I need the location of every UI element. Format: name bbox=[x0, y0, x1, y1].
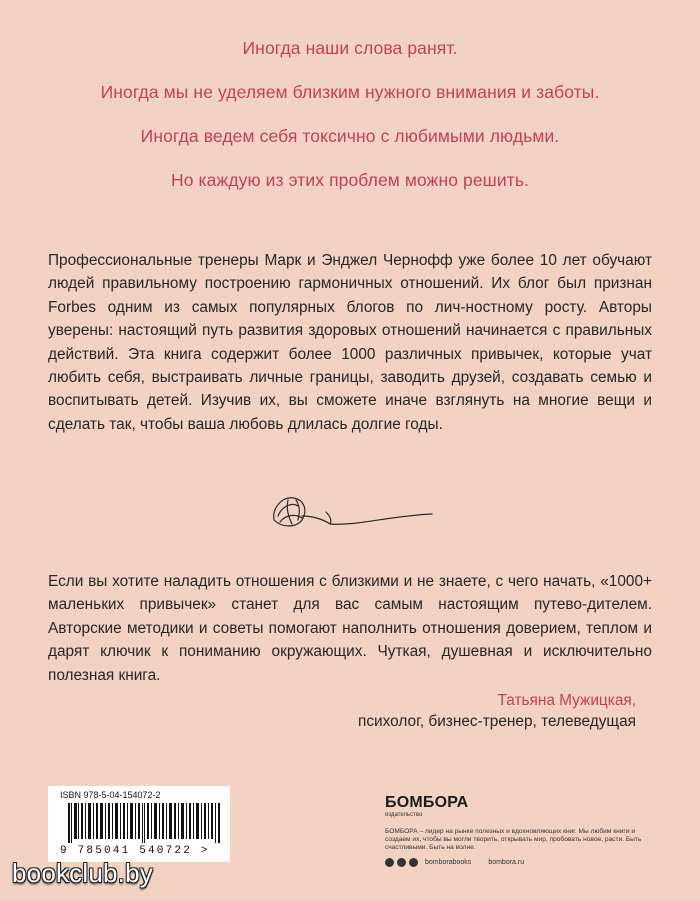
book-description: Профессиональные тренеры Марк и Энджел Чернофф уже более 10 лет обучают людей правильному построению гармоничных отношений. Их блог был признан Forbes одним из самых популярных блогов по лич-ностному росту. Авторы уверены: настоящий путь развития здоровых отношений начинается с правильных действий. Эта книга содержит более 1000 различных привычек, которые учат любить себя, выстраивать личные границы, заводить друзей, создавать семью и воспитывать детей. Изучив их, вы сможете иначе взглянуть на многие вещи и сделать так, чтобы ваша любовь длилась долгие годы. bbox=[48, 252, 652, 433]
flower-icon bbox=[268, 490, 438, 536]
publisher-site: bombora.ru bbox=[488, 859, 525, 866]
intro-line: Иногда наши слова ранят. bbox=[242, 38, 458, 58]
vk-icon bbox=[385, 858, 394, 867]
intro-line: Но каждую из этих проблем можно решить. bbox=[171, 170, 529, 190]
social-handle: bomborabooks bbox=[425, 859, 472, 866]
watermark: bookclub.by bbox=[12, 858, 153, 888]
isbn-label: ISBN 978-5-04-154072-2 bbox=[60, 790, 161, 800]
barcode-image bbox=[68, 803, 220, 843]
intro-lines bbox=[0, 38, 700, 214]
signature-role: психолог, бизнес-тренер, телеведущая bbox=[358, 713, 636, 730]
publisher-subtitle: издательство bbox=[385, 812, 423, 818]
publisher-social bbox=[385, 858, 524, 867]
publisher-logo: БОМБОРА bbox=[385, 794, 469, 811]
intro-line: Иногда ведем себя токсично с любимыми людьми. bbox=[140, 126, 560, 146]
barcode-digits: 9 785041 540722 > bbox=[60, 845, 210, 857]
youtube-icon bbox=[409, 858, 418, 867]
intro-line: Иногда мы не уделяем близким нужного внимания и заботы. bbox=[100, 82, 600, 102]
signature-name: Татьяна Мужицкая, bbox=[497, 692, 636, 709]
instagram-icon bbox=[397, 858, 406, 867]
publisher-description: БОМБОРА – лидер на рынке полезных и вдохновляющих книг. Мы любим книги и создаем их, чтобы вы могли творить, открывать мир, пробовать новое, расти. Быть счастливыми. Быть на волне. bbox=[385, 828, 642, 851]
expert-quote: Если вы хотите наладить отношения с близкими и не знаете, с чего начать, «1000+ маленьких привычек» станет для вас самым настоящим путево-дителем. Авторские методики и советы помогают наполнить отношения доверием, теплом и дарят ключик к пониманию окружающих. Чуткая, душевная и исключительно полезная книга. bbox=[48, 573, 652, 684]
